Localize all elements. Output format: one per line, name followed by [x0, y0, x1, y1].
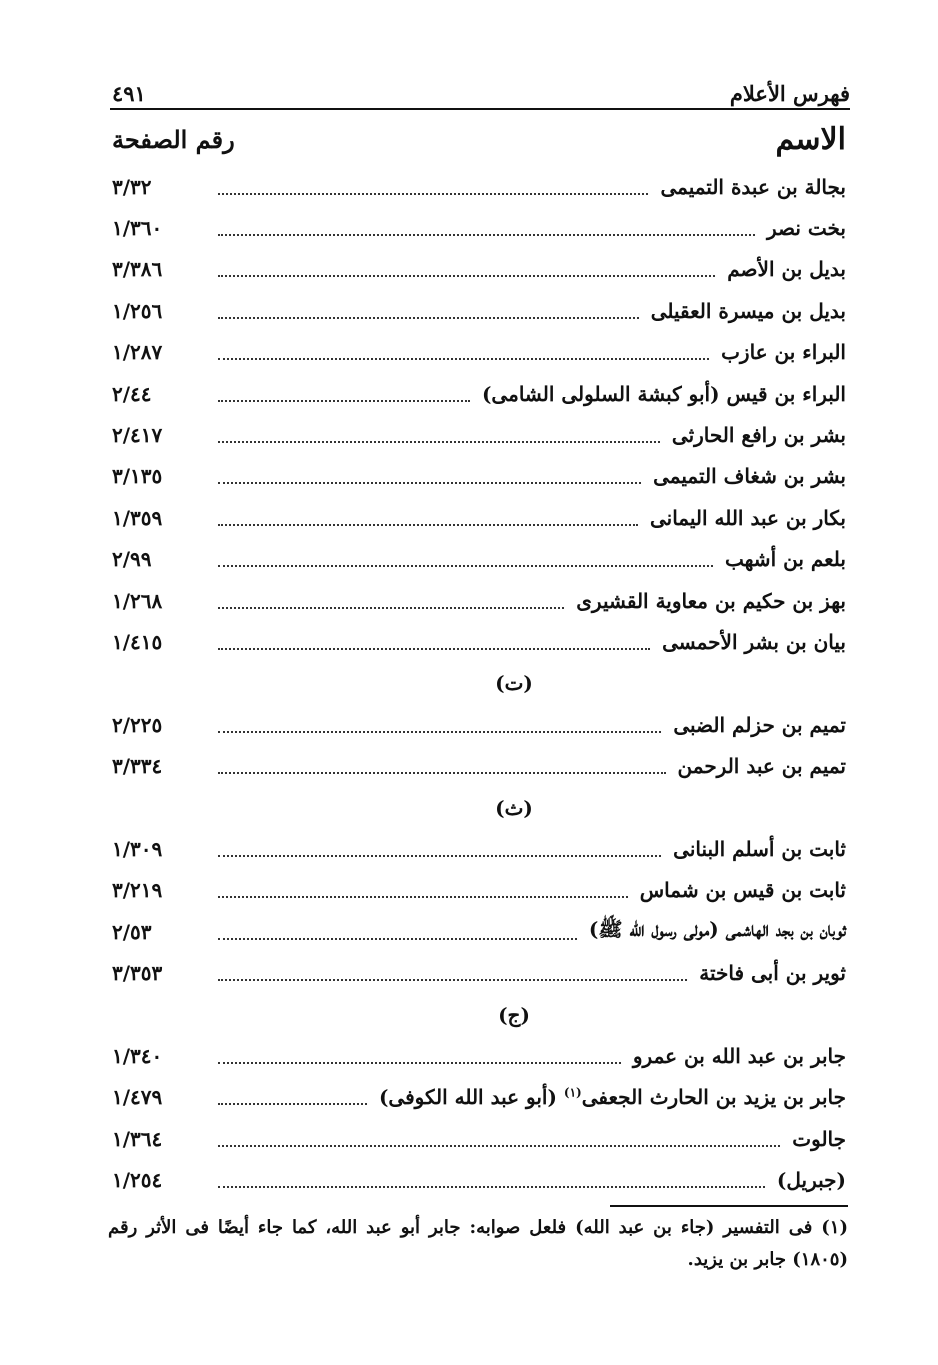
- index-row: [112, 704, 846, 745]
- footnote-rule: [610, 1205, 848, 1207]
- entry-page-ref: ١/٢٦٨: [112, 588, 163, 613]
- entry-page-ref: ١/٢٥٤: [112, 1168, 163, 1193]
- dot-leader: [218, 275, 715, 277]
- page-number: ٤٩١: [112, 81, 146, 106]
- column-headers: [112, 116, 846, 162]
- entry-name: [769, 1168, 846, 1192]
- entry-name: [645, 464, 846, 488]
- entry-name-text: بلعم بن أشهب: [724, 547, 846, 572]
- entry-name: [665, 713, 846, 737]
- index-row: [112, 1077, 846, 1118]
- entry-name-text: بجالة بن عبدة التميمى: [660, 174, 846, 199]
- entry-name-text: بيان بن بشر الأحمسى: [662, 629, 846, 654]
- entry-page-ref: ٢/٢٢٥: [112, 712, 163, 737]
- entry-name-text: بشر بن شغاف التميمى: [653, 464, 846, 489]
- entry-name: [717, 547, 846, 571]
- index-row: [112, 911, 846, 952]
- entry-name-text: بديل بن الأصم: [727, 257, 846, 282]
- entry-name: [654, 630, 846, 654]
- dot-leader: [218, 1062, 621, 1064]
- running-head: [112, 70, 850, 106]
- dot-leader: [218, 772, 666, 774]
- entry-name: [664, 423, 846, 447]
- section-letter: (ث): [495, 795, 533, 820]
- entry-name: [759, 216, 846, 240]
- entry-name: [643, 299, 846, 323]
- index-row: [112, 290, 846, 331]
- index-row: [112, 952, 846, 993]
- dot-leader: [218, 648, 650, 650]
- index-row: [112, 870, 846, 911]
- dot-leader: [218, 441, 660, 443]
- entry-name: [652, 175, 846, 199]
- dot-leader: [218, 1145, 780, 1147]
- footnote: (١) فى التفسير (جاء بن عبد الله) فلعل صوابه: جابر أبو عبد الله، كما جاء أيضًا فى الأثر رقم (١٨٠٥) جابر بن يزيد.: [108, 1217, 848, 1270]
- entry-name-text: بشر بن رافع الحارثى: [671, 423, 846, 448]
- entry-name: [632, 878, 846, 902]
- index-row: [112, 828, 846, 869]
- entry-page-ref: ٣/١٣٥: [112, 464, 163, 489]
- entry-name: [670, 754, 846, 778]
- index-row: [112, 207, 846, 248]
- dot-leader: [218, 234, 755, 236]
- index-row: [112, 332, 846, 373]
- header-rule: [110, 108, 850, 110]
- dot-leader: [218, 938, 577, 940]
- entry-page-ref: ١/٢٥٦: [112, 298, 163, 323]
- entry-name: [719, 257, 846, 281]
- entry-page-ref: ١/٤١٥: [112, 629, 163, 654]
- dot-leader: [218, 565, 713, 567]
- dot-leader: [218, 1186, 765, 1188]
- entry-name-text: ثابت بن أسلم البنانى: [673, 836, 846, 861]
- dot-leader: [218, 979, 687, 981]
- entry-name-text: بخت نصر: [766, 216, 846, 241]
- dot-leader: [218, 482, 641, 484]
- index-row: [112, 1035, 846, 1076]
- entry-page-ref: ٢/٥٣: [112, 919, 152, 944]
- dot-leader: [218, 358, 709, 360]
- dot-leader: [218, 896, 628, 898]
- page-title: فهرس الأعلام: [729, 81, 850, 106]
- entry-name: [665, 837, 846, 861]
- index-row: [112, 539, 846, 580]
- index-row: [112, 1159, 846, 1200]
- dot-leader: [218, 607, 564, 609]
- entry-name: [625, 1044, 846, 1068]
- entry-name: [784, 1127, 846, 1151]
- entry-page-ref: ٣/٣٣٤: [112, 754, 163, 779]
- section-letter: (ج): [498, 1002, 530, 1027]
- entry-page-ref: ٣/٣٥٣: [112, 961, 163, 986]
- entry-name-text: البراء بن عازب: [721, 340, 846, 365]
- entry-page-ref: ١/٣٥٩: [112, 505, 163, 530]
- entry-name-text: تميم بن حزلم الضبى: [673, 712, 846, 737]
- entry-name: [713, 340, 846, 364]
- dot-leader: [218, 524, 638, 526]
- entry-name-text: ثابت بن قيس بن شماس: [639, 878, 846, 903]
- section-letter: (ت): [495, 671, 533, 696]
- entry-page-ref: ٣/٢١٩: [112, 878, 163, 903]
- dot-leader: [218, 855, 661, 857]
- footnote-marker: (١): [563, 1085, 582, 1100]
- entry-page-ref: ١/٣٦٤: [112, 1126, 163, 1151]
- entry-name-text: جابر بن يزيد بن الحارث الجعفى: [581, 1085, 846, 1110]
- index-row: [112, 745, 846, 786]
- index-row: [112, 414, 846, 455]
- dot-leader: [218, 400, 470, 402]
- entry-name: [581, 917, 846, 946]
- entry-name-text: البراء بن قيس (أبو كبشة السلولى الشامى): [481, 381, 846, 406]
- page-column-header: رقم الصفحة: [112, 124, 235, 154]
- entry-page-ref: ١/٣٦٠: [112, 216, 163, 241]
- entry-page-ref: ٢/٩٩: [112, 547, 152, 572]
- entry-name: [474, 382, 846, 406]
- name-column-header: الاسم: [775, 121, 846, 157]
- entry-name-text: تميم بن عبد الرحمن: [677, 754, 846, 779]
- dot-leader: [218, 193, 648, 195]
- entry-page-ref: ١/٤٧٩: [112, 1085, 163, 1110]
- index-row: [112, 373, 846, 414]
- entry-page-ref: ١/٣٤٠: [112, 1043, 163, 1068]
- index-entries: [112, 166, 846, 1201]
- entry-name-text: ثوبان بن بجد الهاشمى (مولى رسول الله ﷺ): [588, 917, 846, 942]
- entry-name: [568, 589, 846, 613]
- index-row: [112, 456, 846, 497]
- entry-name: [371, 1085, 846, 1109]
- entry-page-ref: ٢/٤٤: [112, 381, 152, 406]
- entry-page-ref: ٣/٣٢: [112, 174, 152, 199]
- index-row: [112, 249, 846, 290]
- index-row: [112, 580, 846, 621]
- entry-name: [691, 961, 846, 985]
- entry-name-text: جابر بن عبد الله بن عمرو: [632, 1043, 846, 1068]
- entry-name-text: بديل بن ميسرة العقيلى: [650, 298, 846, 323]
- dot-leader: [218, 731, 661, 733]
- entry-page-ref: ٢/٤١٧: [112, 423, 163, 448]
- entry-name-text: بهز بن حكيم بن معاوية القشيرى: [576, 588, 846, 613]
- index-row: [112, 621, 846, 662]
- entry-name-kunya: (أبو عبد الله الكوفى): [378, 1085, 557, 1110]
- dot-leader: [218, 1103, 367, 1105]
- entry-name-text: بكار بن عبد الله اليمانى: [649, 505, 846, 530]
- index-row: [112, 497, 846, 538]
- entry-name: [642, 506, 846, 530]
- index-row: [112, 166, 846, 207]
- entry-name-text: جالوت: [792, 1126, 846, 1151]
- entry-name-text: (جبريل): [776, 1168, 846, 1193]
- entry-page-ref: ٣/٣٨٦: [112, 257, 163, 282]
- index-row: [112, 1118, 846, 1159]
- entry-page-ref: ١/٣٠٩: [112, 836, 163, 861]
- dot-leader: [218, 317, 639, 319]
- entry-page-ref: ١/٢٨٧: [112, 340, 163, 365]
- entry-name-text: ثوير بن أبى فاختة: [699, 961, 846, 986]
